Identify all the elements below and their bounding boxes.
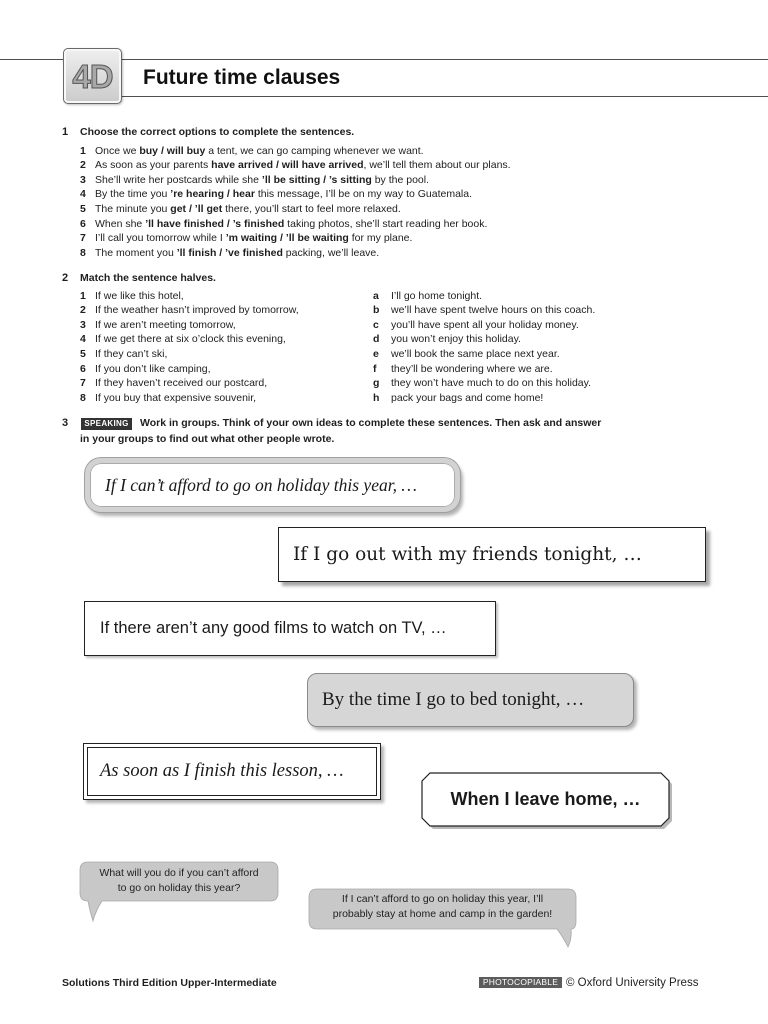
sentence-end: there, you’ll start to feel more relaxed. (222, 203, 401, 216)
first-half-item (80, 347, 299, 362)
item-text: If you don’t like camping, (95, 362, 211, 375)
first-half-item (80, 376, 299, 391)
prompt-text: By the time I go to bed tonight, … (322, 689, 585, 710)
item-number: 4 (80, 188, 86, 201)
exercise-instruction: Choose the correct options to complete the sentences. (80, 126, 355, 138)
item-label: h (373, 391, 380, 404)
sentence-start: I’ll call you tomorrow while I (95, 232, 226, 245)
exercise-instruction: Work in groups. Think of your own ideas to complete these sentences. Then ask and answer (140, 417, 602, 429)
second-half-item (373, 362, 595, 377)
exercise1-list (80, 144, 511, 261)
sentence-end: packing, we’ll leave. (282, 246, 380, 259)
sentence-end: taking photos, she’ll start reading her book. (284, 217, 488, 230)
item-text: I’ll go home tonight. (391, 289, 483, 302)
item-text: they’ll be wondering where we are. (391, 362, 553, 375)
question-line: What will you do if you can’t afford (99, 867, 259, 879)
sentence-start: The minute you (95, 203, 171, 216)
item-text: If we like this hotel, (95, 289, 184, 302)
item-sentence (95, 187, 472, 202)
item-text: If they can’t ski, (95, 348, 168, 361)
item-label: c (373, 318, 379, 331)
item-sentence (95, 202, 401, 217)
item-text: you’ll have spent all your holiday money. (391, 318, 579, 331)
second-half-item (373, 289, 595, 304)
answer-options: ’ll have finished / ’s finished (145, 217, 285, 230)
item-number: 2 (80, 159, 86, 172)
sentence-start: By the time you (95, 188, 171, 201)
sentence-end: a tent, we can go camping whenever we want. (205, 144, 424, 157)
exercise1-item (80, 231, 511, 246)
item-label: 4 (80, 333, 86, 346)
answer-text (309, 892, 576, 922)
item-label: 7 (80, 377, 86, 390)
exercise-number: 3 (62, 417, 69, 429)
item-label: a (373, 289, 379, 302)
first-half-item (80, 318, 299, 333)
item-number: 5 (80, 203, 86, 216)
item-label: f (373, 362, 377, 375)
item-label: 5 (80, 348, 86, 361)
prompt-text: When I leave home, … (450, 789, 641, 809)
sentence-start: The moment you (95, 246, 177, 259)
page-title: Future time clauses (143, 66, 341, 89)
exercise1-item (80, 246, 511, 261)
item-text: If we aren’t meeting tomorrow, (95, 318, 236, 331)
item-sentence (95, 144, 424, 159)
prompt-text: If I can’t afford to go on holiday this year, … (105, 474, 417, 495)
first-half-item (80, 303, 299, 318)
sentence-start: She’ll write her postcards while she (95, 173, 262, 186)
exercise-number: 1 (62, 126, 69, 138)
item-text: they won’t have much to do on this holiday. (391, 377, 592, 390)
prompt-box-octagon (421, 772, 670, 827)
answer-options: ’ll be sitting / ’s sitting (261, 173, 372, 186)
item-label: 1 (80, 289, 86, 302)
item-sentence (95, 217, 487, 232)
exercise-instruction: in your groups to find out what other people wrote. (80, 433, 335, 445)
item-text: If you buy that expensive souvenir, (95, 391, 257, 404)
item-text: we’ll book the same place next year. (391, 348, 560, 361)
answer-options: buy / will buy (139, 144, 206, 157)
prompt-box-rounded (85, 458, 460, 512)
item-label: 2 (80, 304, 86, 317)
item-number: 8 (80, 246, 86, 259)
first-halves-list (80, 289, 299, 406)
item-label: 8 (80, 391, 86, 404)
answer-options: get / ’ll get (170, 203, 223, 216)
item-number: 7 (80, 232, 86, 245)
exercise-number: 2 (62, 272, 69, 284)
second-half-item (373, 303, 595, 318)
unit-code: 4D (72, 57, 113, 95)
exercise1-item (80, 158, 511, 173)
photocopiable-badge: PHOTOCOPIABLE (479, 977, 562, 988)
copyright-notice: © Oxford University Press (566, 977, 699, 989)
sentence-start: As soon as your parents (95, 159, 212, 172)
item-label: 6 (80, 362, 86, 375)
item-text: you won’t enjoy this holiday. (391, 333, 521, 346)
first-half-item (80, 332, 299, 347)
prompt-text: As soon as I finish this lesson, … (100, 761, 344, 781)
prompt-text: If there aren’t any good films to watch on TV, … (100, 619, 447, 637)
sentence-end: by the pool. (371, 173, 430, 186)
item-text: If we get there at six o’clock this evening, (95, 333, 286, 346)
answer-options: ’re hearing / hear (170, 188, 255, 201)
item-number: 6 (80, 217, 86, 230)
prompt-box-plain (84, 601, 496, 656)
second-halves-list (373, 289, 595, 406)
footer-book-title: Solutions Third Edition Upper-Intermediate (62, 977, 277, 989)
item-label: e (373, 348, 379, 361)
second-half-item (373, 318, 595, 333)
sentence-end: for my plane. (348, 232, 413, 245)
question-text (80, 866, 278, 896)
speaking-badge: SPEAKING (81, 418, 132, 430)
exercise-instruction: Match the sentence halves. (80, 272, 216, 284)
sentence-start: When she (95, 217, 146, 230)
prompt-box-grey (307, 673, 634, 727)
prompt-box-shadowed (278, 527, 706, 582)
second-half-item (373, 376, 595, 391)
answer-options: ’m waiting / ’ll be waiting (225, 232, 349, 245)
sentence-start: Once we (95, 144, 140, 157)
prompt-text: If I go out with my friends tonight, … (293, 544, 642, 565)
item-text: If the weather hasn’t improved by tomorrow, (95, 304, 299, 317)
answer-options: ’ll finish / ’ve finished (176, 246, 283, 259)
item-number: 3 (80, 173, 86, 186)
sentence-end: , we’ll tell them about our plans. (363, 159, 511, 172)
item-sentence (95, 158, 511, 173)
first-half-item (80, 391, 299, 406)
answer-line: probably stay at home and camp in the garden! (332, 908, 553, 920)
exercise1-item (80, 187, 511, 202)
item-sentence (95, 231, 412, 246)
sentence-end: this message, I’ll be on my way to Guatemala. (254, 188, 473, 201)
item-label: b (373, 304, 380, 317)
second-half-item (373, 347, 595, 362)
item-text: If they haven’t received our postcard, (95, 377, 268, 390)
exercise1-item (80, 173, 511, 188)
answer-options: have arrived / will have arrived (211, 159, 364, 172)
item-label: d (373, 333, 380, 346)
unit-badge (63, 48, 122, 104)
question-line: to go on holiday this year? (117, 882, 241, 894)
second-half-item (373, 332, 595, 347)
item-number: 1 (80, 144, 86, 157)
item-label: g (373, 377, 380, 390)
item-label: 3 (80, 318, 86, 331)
item-text: we’ll have spent twelve hours on this coach. (391, 304, 596, 317)
exercise1-item (80, 144, 511, 159)
first-half-item (80, 362, 299, 377)
first-half-item (80, 289, 299, 304)
prompt-box-double-border (83, 743, 381, 800)
header-bottom-rule (122, 96, 768, 97)
item-sentence (95, 246, 379, 261)
answer-line: If I can’t afford to go on holiday this year, I’ll (341, 893, 544, 905)
second-half-item (373, 391, 595, 406)
item-sentence (95, 173, 429, 188)
exercise1-item (80, 217, 511, 232)
exercise1-item (80, 202, 511, 217)
item-text: pack your bags and come home! (391, 391, 544, 404)
